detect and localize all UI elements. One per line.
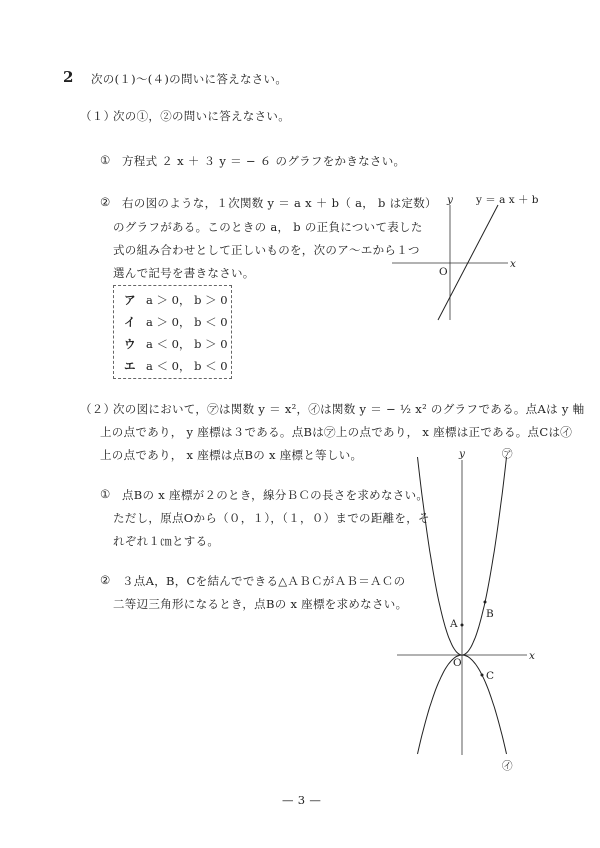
option-u: ウ a ＜ 0， b ＞ 0: [124, 337, 228, 351]
part2-line: 上の点であり， y 座標は３である。点Bは㋐上の点であり， x 座標は正である。点Cは㋑: [100, 425, 573, 439]
option-a: ア a ＞ 0， b ＞ 0: [124, 293, 228, 307]
part2-q1-line: 点Bの x 座標が２のとき，線分ＢＣの長さを求めなさい。: [122, 488, 429, 502]
problem-intro: 次の(１)〜(４)の問いに答えなさい。: [91, 72, 288, 86]
part2-q2-line: ３点A，B，Cを結んでできる△ＡＢＣがＡＢ＝ＡＣの: [122, 574, 406, 588]
option-i: イ a ＞ 0， b ＜ 0: [124, 315, 228, 329]
part1-q2-line: のグラフがある。このときの a， b の正負について表した: [113, 220, 423, 234]
point-c: [481, 674, 484, 677]
part1-label: （１）: [80, 109, 116, 123]
part2-label: （２）: [80, 402, 116, 416]
x-axis-label: x: [510, 258, 516, 270]
line-graph: [438, 205, 498, 320]
point-b: [484, 601, 487, 604]
problem-number: 2: [63, 68, 74, 86]
part1-q2-line: 右の図のような，１次関数 y ＝ a x ＋ b（ a， b は定数）: [122, 196, 437, 210]
origin-label: O: [439, 266, 448, 278]
option-e: エ a ＜ 0， b ＜ 0: [124, 359, 228, 373]
part2-line: 上の点であり， x 座標は点Bの x 座標と等しい。: [100, 448, 363, 462]
part1-q1-num: ①: [100, 153, 111, 167]
origin-label: O: [453, 657, 462, 669]
point-a-label: A: [450, 618, 458, 630]
point-a: [461, 624, 464, 627]
line-label: y ＝ a x ＋ b: [476, 194, 539, 206]
part1-q2-num: ②: [100, 195, 111, 209]
point-c-label: C: [486, 670, 495, 682]
part1-text: 次の①，②の問いに答えなさい。: [113, 109, 290, 123]
part2-q1-line: ただし，原点Oから（０，１），（１，０）までの距離を，そ: [113, 511, 430, 525]
part2-q1-num: ①: [100, 487, 111, 501]
part1-q1-text: 方程式 ２ x ＋ ３ y ＝ − ６ のグラフをかきなさい。: [122, 154, 406, 168]
part2-q1-line: れぞれ１㎝とする。: [113, 534, 220, 548]
part1-q2-line: 選んで記号を書きなさい。: [113, 266, 255, 280]
linear-graph: [392, 194, 539, 320]
parabola-graph: [397, 448, 535, 772]
part1-q2-line: 式の組み合わせとして正しいものを，次のア〜エから１つ: [113, 243, 420, 257]
point-b-label: B: [486, 608, 494, 620]
y-axis-label: y: [459, 448, 465, 460]
curve-a-label: ㋐: [502, 448, 513, 460]
y-axis-label: y: [447, 194, 453, 206]
x-axis-label: x: [529, 650, 535, 662]
part2-q2-line: 二等辺三角形になるとき，点Bの x 座標を求めなさい。: [113, 597, 408, 611]
part2-line: 次の図において，㋐は関数 y ＝ x²，㋑は関数 y ＝ − ½ x² のグラフである。点Aは y 軸: [113, 402, 585, 416]
page-number: — 3 —: [282, 793, 322, 807]
part2-q2-num: ②: [100, 573, 111, 587]
curve-i-label: ㋑: [502, 760, 513, 772]
